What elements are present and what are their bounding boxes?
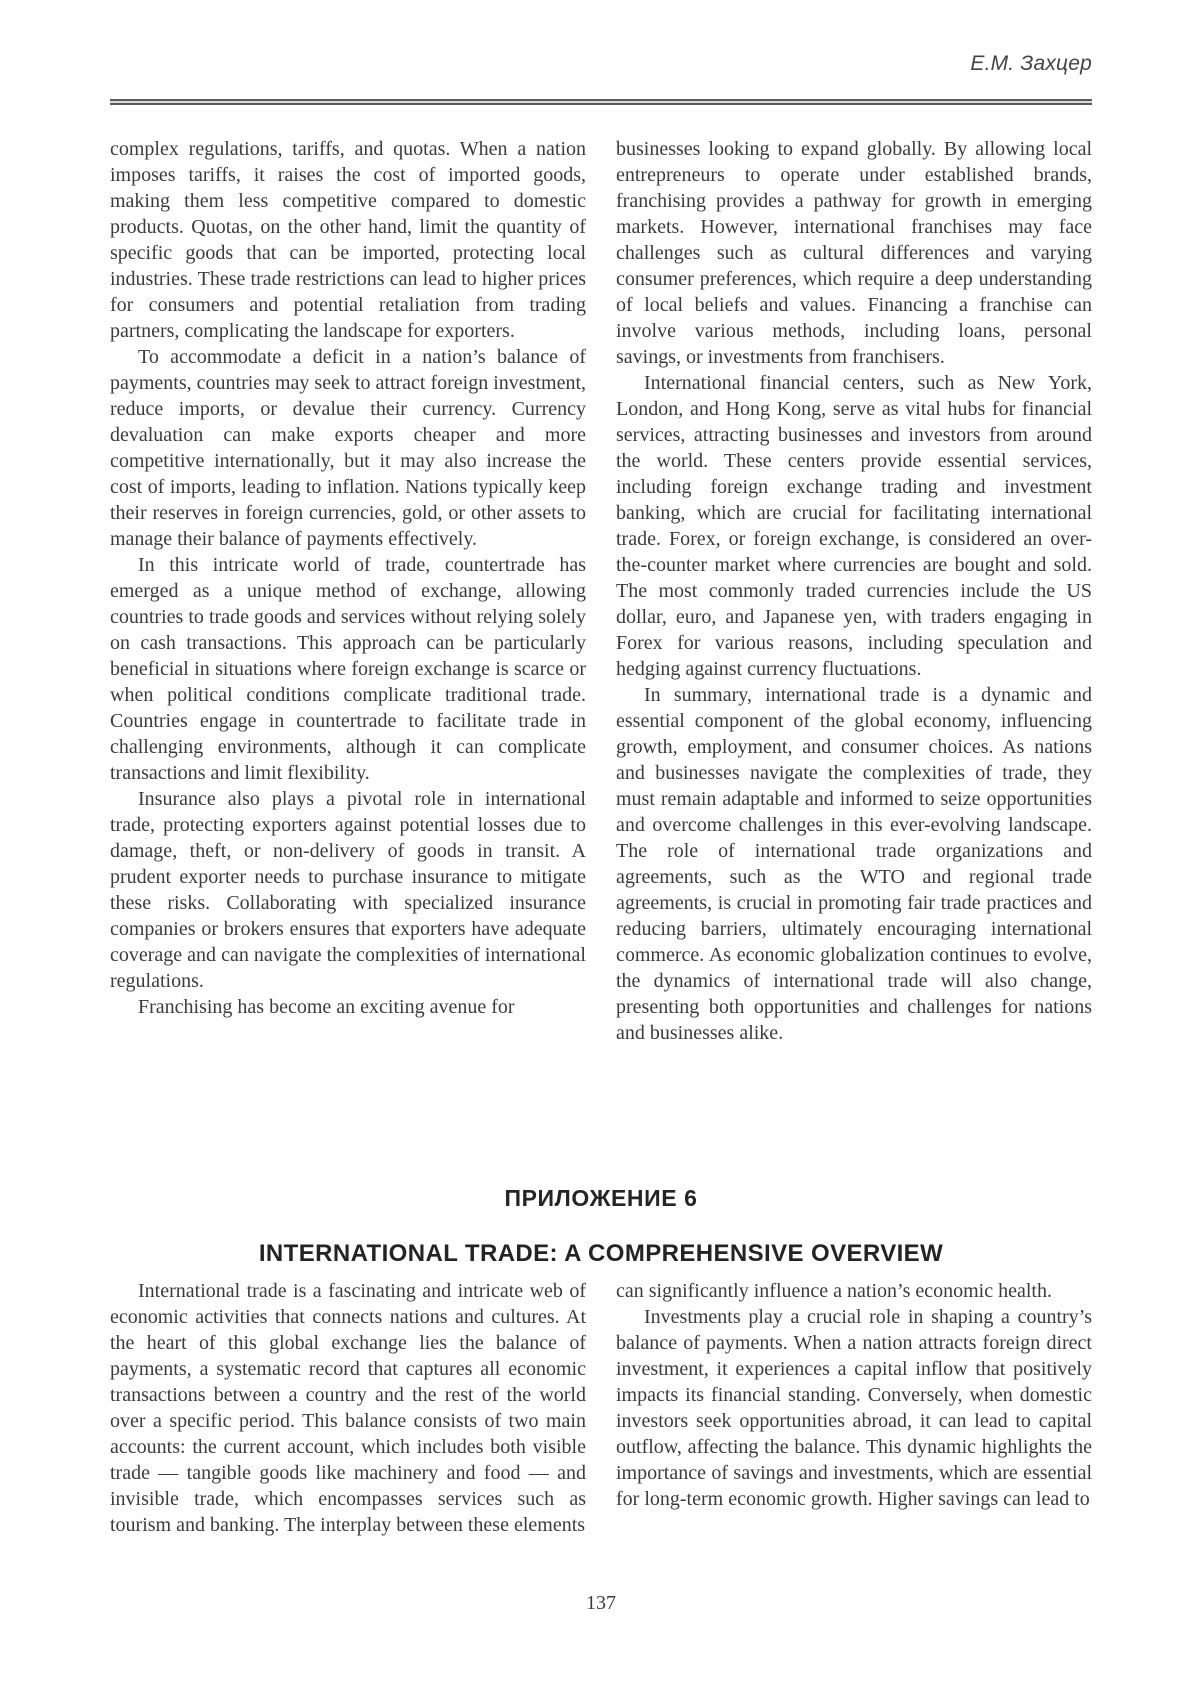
paragraph: To accommodate a deficit in a nation’s balance of payments, countries may seek to attract foreign investment, reduce imports, or devalue their currency. Currency devaluation can make exports cheaper and more competitive internationally, but it may also increase the cost of imports, leading to inflation. Nations typically keep their reserves in foreign currencies, gold, or other assets to manage their balance of payments effectively. [110,346,586,550]
paragraph: In summary, international trade is a dynamic and essential component of the global economy, influencing growth, employment, and consumer choices. As nations and businesses navigate the complexities of trade, they must remain adaptable and informed to seize opportunities and overcome challenges in this ever-evolving landscape. The role of international trade organizations and agreements, such as the WTO and regional trade agreements, is crucial in promoting fair trade practices and reducing barriers, ultimately encouraging international commerce. As economic globalization continues to evolve, the dynamics of international trade will also change, presenting both opportunities and challenges for nations and businesses alike. [616,684,1092,1044]
page-number: 137 [586,1592,616,1614]
paragraph: Investments play a crucial role in shaping a country’s balance of payments. When a nation attracts foreign direct investment, it experiences a capital inflow that positively impacts its financial standing. Conversely, when domestic investors seek opportunities abroad, it can lead to capital outflow, affecting the balance. This dynamic highlights the importance of savings and investments, which are essential for long-term economic growth. Higher savings can lead to [616,1306,1092,1510]
paragraph: International trade is a fascinating and intricate web of economic activities that connects nations and cultures. At the heart of this global exchange lies the balance of payments, a systematic record that captures all economic transactions between a country and the rest of the world over a specific period. This balance consists of two main accounts: the current account, which includes both visible trade — tangible goods like machinery and food — and invisible trade, which encompasses services such as tourism and banking. The interplay between these elements [110,1280,586,1536]
running-head-author: Е.М. Захцер [970,52,1092,75]
header-rule [110,99,1092,105]
paragraph: Insurance also plays a pivotal role in international trade, protecting exporters against potential losses due to damage, theft, or non-delivery of goods in transit. A prudent exporter needs to purchase insurance to mitigate these risks. Collaborating with specialized insurance companies or brokers ensures that exporters have adequate coverage and can navigate the complexities of international regulations. [110,788,586,992]
bottom-left-column [110,1278,586,1538]
top-right-column [616,136,1092,1046]
paragraph: Franchising has become an exciting avenue for [138,996,515,1018]
article-title: INTERNATIONAL TRADE: A COMPREHENSIVE OVERVIEW [258,1240,944,1267]
paragraph: complex regulations, tariffs, and quotas. When a nation imposes tariffs, it raises the cost of imported goods, making them less competitive compared to domestic products. Quotas, on the other hand, limit the quantity of specific goods that can be imported, protecting local industries. These trade restrictions can lead to higher prices for consumers and potential retaliation from trading partners, complicating the landscape for exporters. [110,138,586,342]
article-top-section [110,136,1092,1046]
article-bottom-section [110,1278,1092,1538]
top-left-column [110,136,586,1046]
appendix-heading: ПРИЛОЖЕНИЕ 6 [504,1185,698,1211]
paragraph: International financial centers, such as New York, London, and Hong Kong, serve as vital hubs for financial services, attracting businesses and investors from around the world. These centers provide essential services, including foreign exchange trading and investment banking, which are crucial for facilitating international trade. Forex, or foreign exchange, is considered an over-the-counter market where currencies are bought and sold. The most commonly traded currencies include the US dollar, euro, and Japanese yen, with traders engaging in Forex for various reasons, including speculation and hedging against currency fluctuations. [616,372,1092,680]
bottom-right-column [616,1278,1092,1538]
paragraph: businesses looking to expand globally. By allowing local entrepreneurs to operate under established brands, franchising provides a pathway for growth in emerging markets. However, international franchises may face challenges such as cultural differences and varying consumer preferences, which require a deep understanding of local beliefs and values. Financing a franchise can involve various methods, including loans, personal savings, or investments from franchisers. [616,138,1092,368]
paragraph: can significantly influence a nation’s economic health. [616,1280,1052,1302]
paragraph: In this intricate world of trade, countertrade has emerged as a unique method of exchange, allowing countries to trade goods and services without relying solely on cash transactions. This approach can be particularly beneficial in situations where foreign exchange is scarce or when political conditions complicate traditional trade. Countries engage in countertrade to facilitate trade in challenging environments, although it can complicate transactions and limit flexibility. [110,554,586,784]
